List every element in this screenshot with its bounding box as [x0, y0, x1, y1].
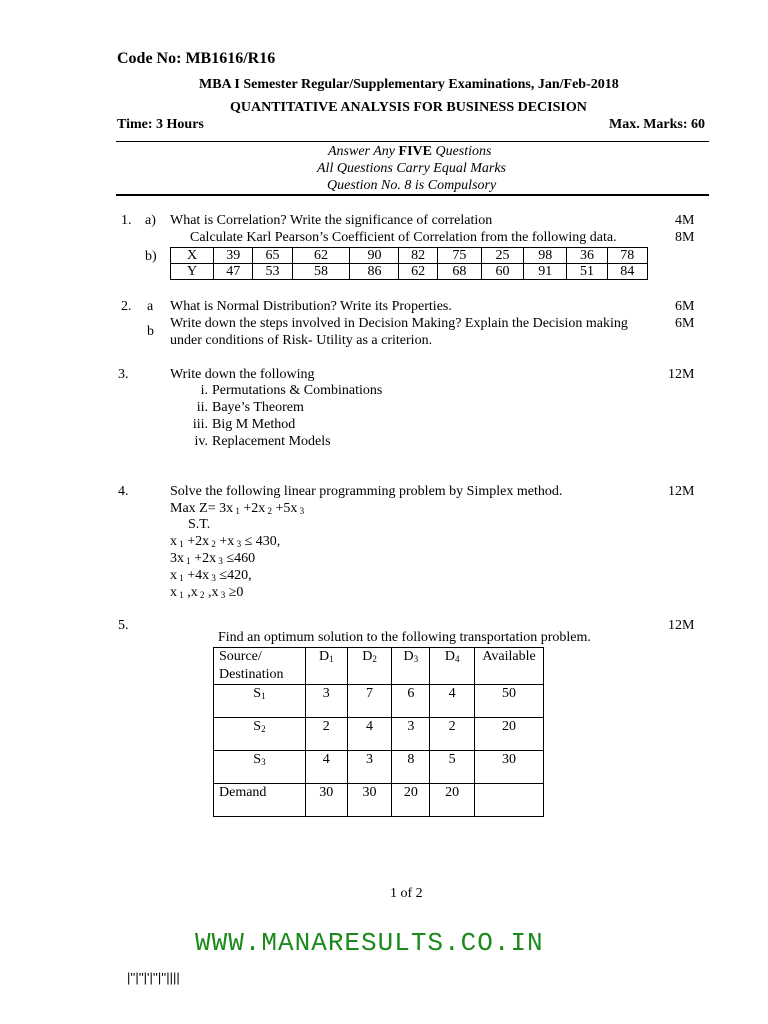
exam-time: Time: 3 Hours	[117, 117, 204, 132]
q1a-label: a)	[145, 213, 156, 228]
table-cell: 50	[475, 685, 544, 718]
table-cell: 3	[347, 751, 392, 784]
header-d2: $D_2$	[347, 648, 392, 685]
q3-number: 3.	[118, 367, 129, 382]
table-cell: 90	[350, 248, 399, 264]
q1a-text: What is Correlation? Write the significance of correlation	[170, 213, 493, 228]
q5-text: Find an optimum solution to the following transportation problem.	[218, 630, 591, 645]
table-cell: 84	[607, 264, 647, 280]
table-cell: 3	[392, 718, 430, 751]
correlation-table	[170, 247, 648, 280]
q2a-label: a	[147, 299, 154, 314]
q2a-marks: 6M	[675, 299, 695, 314]
q4-number: 4.	[118, 484, 129, 499]
q1b-text: Calculate Karl Pearson’s Coefficient of Correlation from the following data.	[190, 230, 617, 245]
table-cell: 68	[437, 264, 481, 280]
instruction-line-2: All Questions Carry Equal Marks	[317, 161, 506, 176]
table-cell: 62	[399, 264, 437, 280]
non-negativity-constraint: x $_1$ ,x $_2$ ,x $_3$ ≥0	[170, 585, 244, 600]
table-cell: 86	[350, 264, 399, 280]
row-label-demand: Demand	[214, 784, 306, 817]
bottom-rule	[116, 194, 709, 196]
q3-text: Write down the following	[170, 367, 315, 382]
table-row	[214, 784, 544, 817]
watermark-site: WWW.MANARESULTS.CO.IN	[195, 928, 544, 958]
table-cell: 39	[214, 248, 253, 264]
table-row	[214, 751, 544, 784]
q3-item-text: Permutations & Combinations	[212, 383, 383, 398]
q1b-marks: 8M	[675, 230, 695, 245]
header-available: Available	[475, 648, 544, 685]
table-cell: 4	[305, 751, 347, 784]
table-row	[171, 264, 648, 280]
table-cell: 98	[524, 248, 567, 264]
header-source-destination: Source/ Destination	[214, 648, 306, 685]
table-cell: 82	[399, 248, 437, 264]
row-label-s3: $S_3$	[214, 751, 306, 784]
table-cell: 20	[392, 784, 430, 817]
transportation-table	[213, 647, 544, 817]
table-cell: 51	[567, 264, 607, 280]
table-cell: 30	[475, 751, 544, 784]
table-cell: Y	[171, 264, 214, 280]
code-number: Code No: MB1616/R16	[117, 50, 276, 67]
q5-marks: 12M	[668, 618, 695, 633]
exam-title: MBA I Semester Regular/Supplementary Examinations, Jan/Feb-2018	[199, 77, 619, 92]
header-d4: $D_4$	[430, 648, 475, 685]
table-cell: 20	[475, 718, 544, 751]
q4-text: Solve the following linear programming problem by Simplex method.	[170, 484, 563, 499]
table-cell: 4	[430, 685, 475, 718]
q3-item-text: Big M Method	[212, 417, 296, 432]
table-cell: 62	[292, 248, 350, 264]
table-cell: 30	[305, 784, 347, 817]
table-cell: 2	[430, 718, 475, 751]
q2b-text-line-2: under conditions of Risk- Utility as a criterion.	[170, 333, 433, 348]
row-label-s1: $S_1$	[214, 685, 306, 718]
table-cell	[475, 784, 544, 817]
table-cell: 75	[437, 248, 481, 264]
q2b-text-line-1: Write down the steps involved in Decision Making? Explain the Decision making	[170, 316, 628, 331]
q3-item-number: iv.	[194, 434, 208, 449]
top-rule	[116, 141, 709, 142]
table-cell: 5	[430, 751, 475, 784]
table-cell: X	[171, 248, 214, 264]
q2b-marks: 6M	[675, 316, 695, 331]
q3-item-text: Replacement Models	[212, 434, 331, 449]
row-label-s2: $S_2$	[214, 718, 306, 751]
table-cell: 47	[214, 264, 253, 280]
q3-item-number: iii.	[192, 417, 208, 432]
instruction-line-3: Question No. 8 is Compulsory	[327, 178, 497, 193]
objective-function: Max Z= 3x $_1$ +2x $_2$ +5x $_3$	[170, 501, 305, 516]
table-cell: 3	[305, 685, 347, 718]
table-row	[171, 248, 648, 264]
table-cell: 2	[305, 718, 347, 751]
q2a-text: What is Normal Distribution? Write its Properties.	[170, 299, 452, 314]
table-cell: 91	[524, 264, 567, 280]
max-marks: Max. Marks: 60	[609, 117, 706, 132]
q1b-label: b)	[145, 249, 157, 264]
table-row	[214, 685, 544, 718]
q4-marks: 12M	[668, 484, 695, 499]
constraint-3: x $_1$ +4x $_3$ ≤420,	[170, 568, 252, 583]
q5-number: 5.	[118, 618, 129, 633]
table-cell: 25	[481, 248, 523, 264]
q1a-marks: 4M	[675, 213, 695, 228]
subject-title: QUANTITATIVE ANALYSIS FOR BUSINESS DECISION	[230, 100, 587, 115]
q3-item-text: Baye’s Theorem	[212, 400, 304, 415]
table-cell: 8	[392, 751, 430, 784]
q3-item-number: i.	[200, 383, 208, 398]
table-cell: 20	[430, 784, 475, 817]
q2-number: 2.	[121, 299, 132, 314]
subject-to-label: S.T.	[188, 517, 211, 532]
q2b-label: b	[147, 324, 154, 339]
table-row	[214, 718, 544, 751]
table-cell: 36	[567, 248, 607, 264]
table-cell: 78	[607, 248, 647, 264]
table-cell: 58	[292, 264, 350, 280]
table-cell: 4	[347, 718, 392, 751]
barcode-marks: |''|''|'|''|''||||	[127, 970, 180, 985]
instruction-line-1: Answer Any FIVE Questions	[328, 144, 492, 159]
table-cell: 53	[253, 264, 292, 280]
constraint-1: x $_1$ +2x $_2$ +x $_3$ ≤ 430,	[170, 534, 281, 549]
table-row	[214, 648, 544, 685]
table-cell: 65	[253, 248, 292, 264]
table-cell: 30	[347, 784, 392, 817]
q3-marks: 12M	[668, 367, 695, 382]
q1-number: 1.	[121, 213, 132, 228]
table-cell: 6	[392, 685, 430, 718]
table-cell: 60	[481, 264, 523, 280]
table-cell: 7	[347, 685, 392, 718]
page-number: 1 of 2	[390, 886, 423, 901]
constraint-2: 3x $_1$ +2x $_3$ ≤460	[170, 551, 256, 566]
header-d1: $D_1$	[305, 648, 347, 685]
header-d3: $D_3$	[392, 648, 430, 685]
q3-item-number: ii.	[196, 400, 208, 415]
